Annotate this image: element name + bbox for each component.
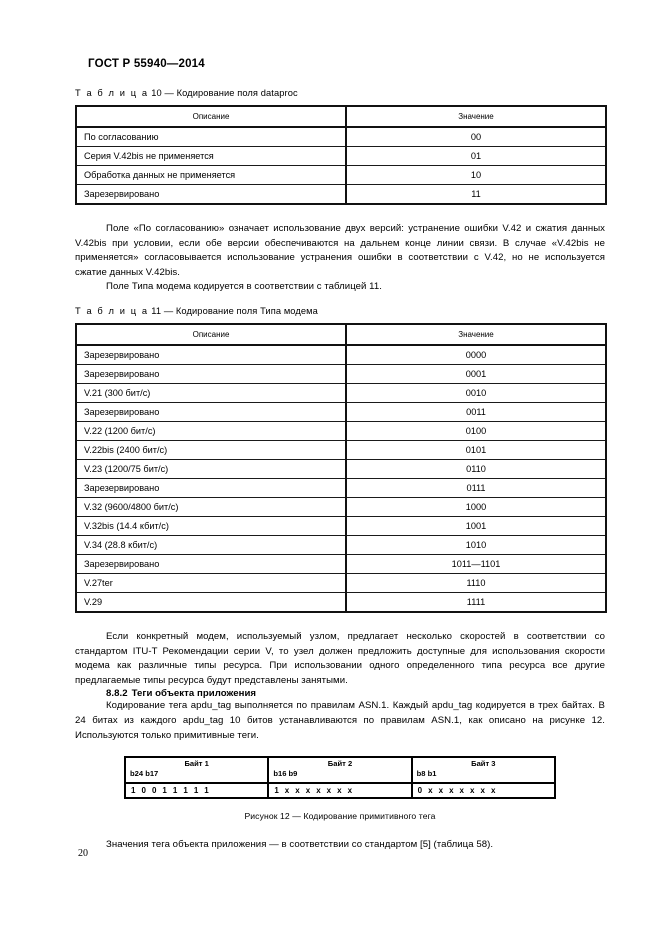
figure-12-byte-3-header xyxy=(412,757,555,783)
table-row xyxy=(76,383,606,402)
figure-12-byte-2-name: Байт 2 xyxy=(327,759,353,769)
table-11-cell-description: Зарезервировано xyxy=(76,402,346,421)
document-header: ГОСТ Р 55940—2014 xyxy=(88,58,205,70)
table-11-cell-value: 0001 xyxy=(346,364,606,383)
section-number: 8.8.2 xyxy=(106,688,128,700)
table-11-body xyxy=(76,345,606,612)
table-10-cell-description: Серия V.42bis не применяется xyxy=(76,147,346,166)
table-row xyxy=(76,421,606,440)
table-11-cell-description: V.32bis (14.4 кбит/с) xyxy=(76,516,346,535)
table-row xyxy=(76,592,606,612)
figure-12-bits-row xyxy=(125,783,555,798)
table-11-caption xyxy=(75,306,605,316)
table-row xyxy=(76,402,606,421)
table-11-caption-text: 11 — Кодирование поля Типа модема xyxy=(151,305,318,316)
table-11-cell-value: 0011 xyxy=(346,402,606,421)
figure-12-table xyxy=(124,756,556,799)
table-11-col-value: Значение xyxy=(346,324,606,345)
table-11-header-row xyxy=(76,324,606,345)
section-heading-8-8-2 xyxy=(75,688,605,699)
table-11-cell-value: 0000 xyxy=(346,345,606,365)
figure-12-byte-2-range: b16 b9 xyxy=(273,769,298,779)
table-10-cell-description: Обработка данных не применяется xyxy=(76,166,346,185)
figure-12-byte-2-bits: 1 x x x x x x x xyxy=(268,783,411,798)
table-row xyxy=(76,127,606,147)
table-11-col-description: Описание xyxy=(76,324,346,345)
paragraph-apdu-tag-encoding: Кодирование тега apdu_tag выполняется по правилам ASN.1. Каждый apdu_tag кодируется в трех байтах. В 24 битах из каждого apdu_tag 10 битов устанавливаются по правилам ASN.1, как описано на рисунке 12. Используются только примитивные теги. xyxy=(75,700,605,741)
figure-12-byte-2-header xyxy=(268,757,411,783)
table-11-cell-description: Зарезервировано xyxy=(76,364,346,383)
table-row xyxy=(76,440,606,459)
figure-12-byte-3-range: b8 b1 xyxy=(416,769,437,779)
table-11-caption-label: Т а б л и ц а xyxy=(75,305,149,316)
table-10-cell-value: 10 xyxy=(346,166,606,185)
table-10-caption-label: Т а б л и ц а xyxy=(75,88,149,98)
table-10-cell-value: 11 xyxy=(346,185,606,205)
figure-12-caption: Рисунок 12 — Кодирование примитивного тега xyxy=(244,811,436,822)
paragraph-dataproc-explanation: Поле «По согласованию» означает использование двух версий: устранение ошибки V.42 и сжатия данных V.42bis при условии, если обе версии обеспечиваются на дальнем конце линии связи. В случае «V.42bis не применяется» согласовывается использование устранения ошибки в соответствии с V.42, но не используется сжатие данных V.42bis. xyxy=(75,223,605,278)
table-row xyxy=(76,185,606,205)
table-11-cell-description: Зарезервировано xyxy=(76,345,346,365)
table-10 xyxy=(75,105,607,205)
table-11-cell-description: V.27ter xyxy=(76,573,346,592)
table-row xyxy=(76,516,606,535)
table-10-header-row xyxy=(76,106,606,127)
figure-12-byte-1-header xyxy=(125,757,268,783)
table-11-cell-value: 0111 xyxy=(346,478,606,497)
table-11-cell-description: V.22bis (2400 бит/с) xyxy=(76,440,346,459)
figure-12-byte-3-bits: 0 x x x x x x x xyxy=(412,783,555,798)
page-content xyxy=(75,88,605,853)
paragraph-modem-type-reference: Поле Типа модема кодируется в соответствии с таблицей 11. xyxy=(106,281,382,293)
table-row xyxy=(76,554,606,573)
table-row xyxy=(76,497,606,516)
figure-12-byte-1-bits: 1 0 0 1 1 1 1 1 xyxy=(125,783,268,798)
table-row xyxy=(76,478,606,497)
figure-12-byte-1-name: Байт 1 xyxy=(184,759,209,769)
table-10-col-description: Описание xyxy=(76,106,346,127)
table-11-cell-value: 1011—1101 xyxy=(346,554,606,573)
table-10-caption-text: 10 — Кодирование поля dataproc xyxy=(151,88,298,98)
table-11-cell-description: V.22 (1200 бит/с) xyxy=(76,421,346,440)
figure-12-byte-3-name: Байт 3 xyxy=(471,759,496,769)
figure-12-byte-header-row xyxy=(125,757,555,783)
table-11-cell-value: 1110 xyxy=(346,573,606,592)
table-10-cell-value: 00 xyxy=(346,127,606,147)
table-11-cell-description: V.23 (1200/75 бит/с) xyxy=(76,459,346,478)
table-row xyxy=(76,459,606,478)
table-11-cell-value: 1000 xyxy=(346,497,606,516)
figure-12-byte-1-range: b24 b17 xyxy=(130,769,159,779)
page-number: 20 xyxy=(78,848,88,859)
section-title: Теги объекта приложения xyxy=(131,688,257,700)
table-row xyxy=(76,535,606,554)
table-10-col-value: Значение xyxy=(346,106,606,127)
table-11-cell-value: 0101 xyxy=(346,440,606,459)
table-10-caption xyxy=(75,88,605,98)
table-11 xyxy=(75,323,607,613)
table-11-cell-value: 1001 xyxy=(346,516,606,535)
table-11-cell-description: V.34 (28.8 кбит/с) xyxy=(76,535,346,554)
table-11-cell-value: 0100 xyxy=(346,421,606,440)
table-11-cell-description: V.21 (300 бит/с) xyxy=(76,383,346,402)
table-11-cell-description: V.29 xyxy=(76,592,346,612)
table-10-cell-value: 01 xyxy=(346,147,606,166)
table-row xyxy=(76,345,606,365)
table-11-cell-description: Зарезервировано xyxy=(76,478,346,497)
table-11-cell-value: 1111 xyxy=(346,592,606,612)
paragraph-app-object-tag-values: Значения тега объекта приложения — в соответствии со стандартом [5] (таблица 58). xyxy=(106,839,494,851)
table-11-cell-value: 0110 xyxy=(346,459,606,478)
table-11-cell-description: Зарезервировано xyxy=(76,554,346,573)
figure-12 xyxy=(75,756,605,799)
table-row xyxy=(76,166,606,185)
table-row xyxy=(76,573,606,592)
paragraph-modem-speeds: Если конкретный модем, используемый узлом, предлагает несколько скоростей в соответствии со стандартом ITU-T Рекомендации серии V, то узел должен предложить доступные для использования скорости модема как различные типы ресурса. При использовании одного определенного типа ресурса все другие предлагаемые типы ресурса будут представлены занятыми. xyxy=(75,630,605,686)
table-11-cell-value: 0010 xyxy=(346,383,606,402)
table-10-cell-description: По согласованию xyxy=(76,127,346,147)
table-10-cell-description: Зарезервировано xyxy=(76,185,346,205)
table-row xyxy=(76,147,606,166)
table-11-cell-description: V.32 (9600/4800 бит/с) xyxy=(76,497,346,516)
table-11-cell-value: 1010 xyxy=(346,535,606,554)
table-row xyxy=(76,364,606,383)
